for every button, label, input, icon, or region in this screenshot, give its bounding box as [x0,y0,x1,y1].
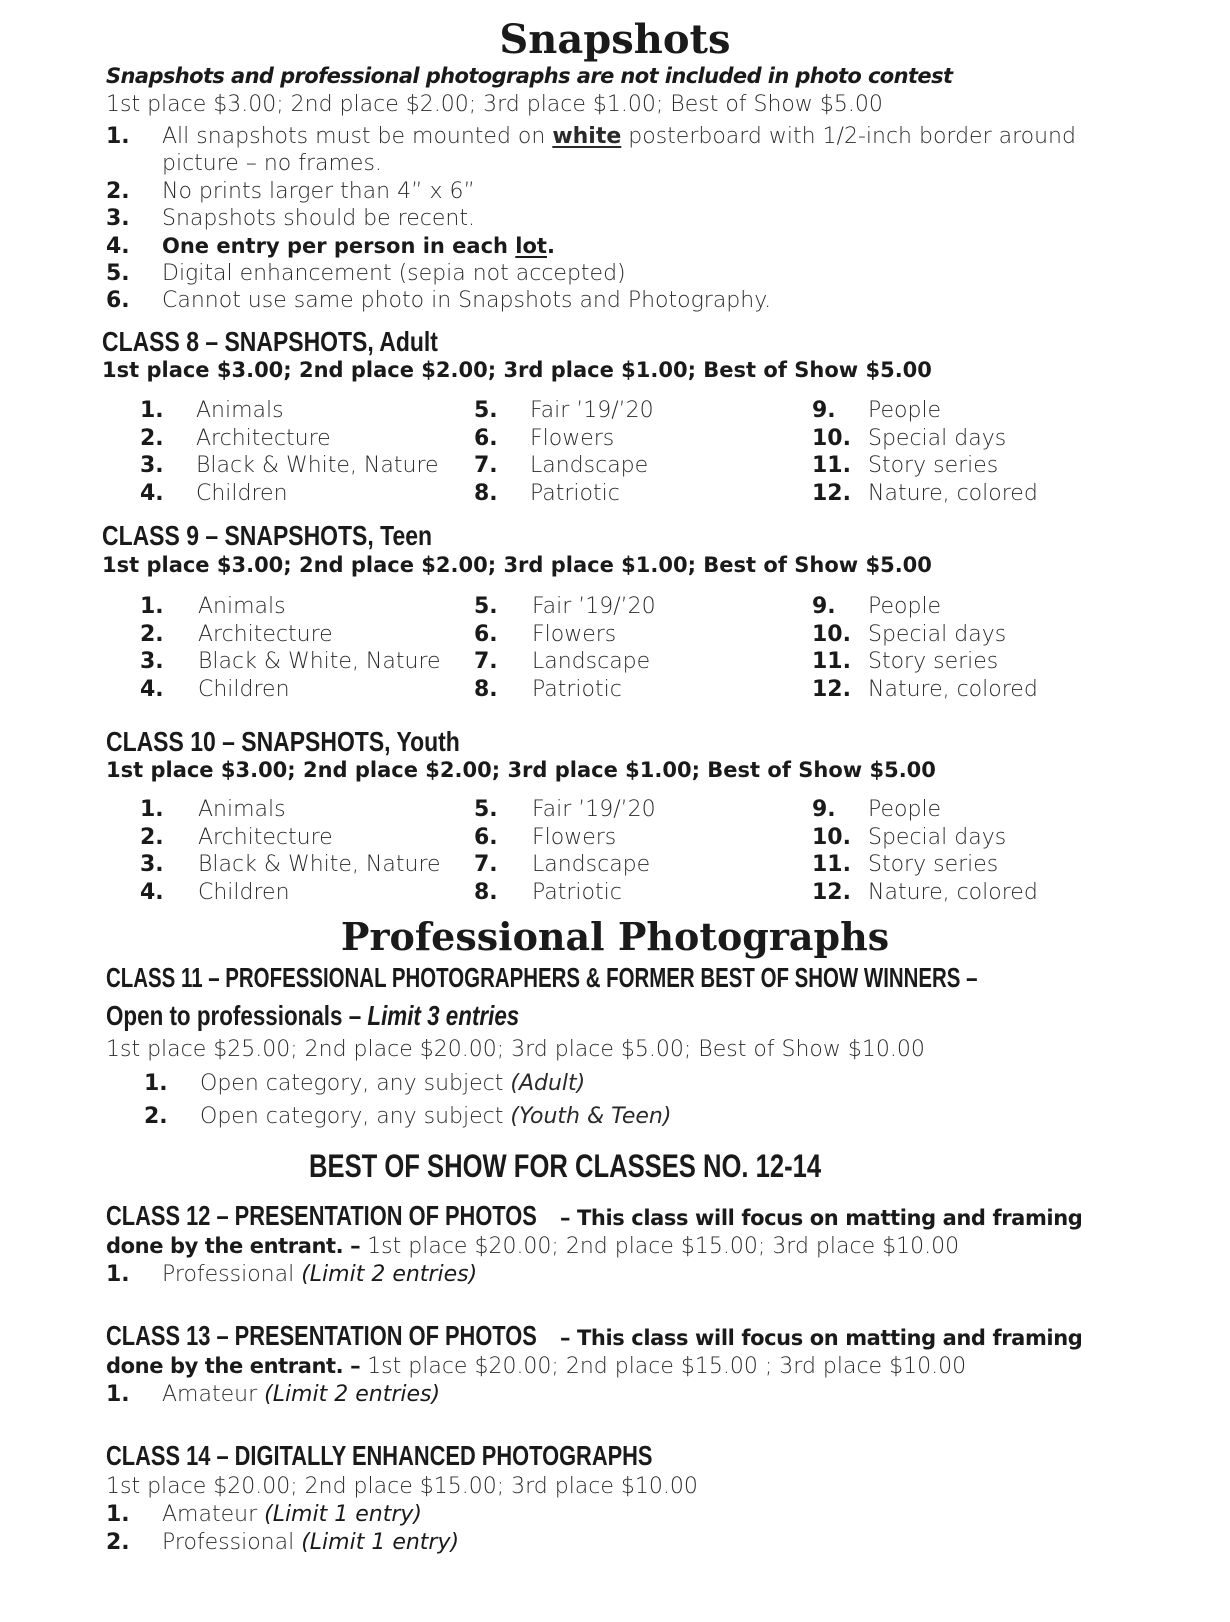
class8-item-4-label: Children [196,480,288,506]
class13-desc1: – This class will focus on matting and framing [560,1326,1083,1350]
class8-item-11-number: 11. [812,453,851,478]
rule-1-text-line2: picture – no frames. [162,151,382,176]
class8-item-8-number: 8. [474,480,498,506]
class11-heading-line1: CLASS 11 – PROFESSIONAL PHOTOGRAPHERS & FORMER BEST OF SHOW WINNERS – [106,962,978,993]
class10-item-12-number: 12. [812,879,851,905]
class9-item-6-label: Flowers [532,621,617,647]
class14-item-1-label: Amateur (Limit 1 entry) [162,1502,422,1527]
class13-line2: done by the entrant. – 1st place $20.00; 2nd place $15.00 ; 3rd place $10.00 [106,1354,967,1379]
snapshots-title: Snapshots [499,16,731,63]
class8-item-9-label: People [868,398,942,423]
class9-item-1-label: Animals [198,594,286,619]
class9-item-5-number: 5. [474,594,498,619]
class10-item-1-label: Animals [198,797,286,822]
class10-item-7-label: Landscape [532,852,651,877]
class11-item-2-label: Open category, any subject (Youth & Teen) [200,1104,672,1129]
class8-item-1-number: 1. [140,398,164,423]
class10-item-2-label: Architecture [198,824,333,850]
class9-item-5-label: Fair ’19/’20 [532,594,656,619]
class13-item-label: Amateur (Limit 2 entries) [162,1382,441,1407]
class10-item-12-label: Nature, colored [868,879,1038,905]
class9-item-4-label: Children [198,676,290,702]
class14-heading: CLASS 14 – DIGITALLY ENHANCED PHOTOGRAPHS [106,1440,653,1471]
class10-item-6-label: Flowers [532,824,617,850]
class11-heading-line2: Open to professionals – Limit 3 entries [106,1000,520,1031]
class12-item-label: Professional (Limit 2 entries) [162,1262,478,1287]
class11-prizes: 1st place $25.00; 2nd place $20.00; 3rd place $5.00; Best of Show $10.00 [106,1037,925,1062]
class10-item-6-number: 6. [474,824,498,850]
class8-item-11-label: Story series [868,453,999,478]
class8-heading: CLASS 8 – SNAPSHOTS, Adult [102,326,438,357]
class8-item-3-number: 3. [140,453,164,478]
class12-item-number: 1. [106,1262,130,1287]
class9-item-2-number: 2. [140,621,164,647]
class9-item-9-number: 9. [812,594,836,619]
class10-item-8-number: 8. [474,879,498,905]
class10-item-3-label: Black & White, Nature [198,852,441,877]
class10-item-7-number: 7. [474,852,498,877]
class8-item-10-number: 10. [812,425,851,451]
class9-item-12-label: Nature, colored [868,676,1038,702]
class10-item-1-number: 1. [140,797,164,822]
class9-item-12-number: 12. [812,676,851,702]
class10-item-3-number: 3. [140,852,164,877]
class14-item-2-number: 2. [106,1530,130,1555]
class13-heading: CLASS 13 – PRESENTATION OF PHOTOS [106,1320,537,1351]
class8-item-3-label: Black & White, Nature [196,453,439,478]
class8-item-8-label: Patriotic [530,480,620,506]
class10-item-8-label: Patriotic [532,879,622,905]
rule-4-text: One entry per person in each lot. [162,234,555,258]
class14-item-2-label: Professional (Limit 1 entry) [162,1530,460,1555]
class9-item-10-label: Special days [868,621,1007,647]
class9-item-8-label: Patriotic [532,676,622,702]
class9-item-9-label: People [868,594,942,619]
class10-item-5-label: Fair ’19/’20 [532,797,656,822]
rule-3-number: 3. [106,206,130,231]
class10-item-2-number: 2. [140,824,164,850]
rule-2-text: No prints larger than 4” x 6” [162,179,475,204]
class10-item-9-label: People [868,797,942,822]
class12-heading: CLASS 12 – PRESENTATION OF PHOTOS [106,1200,537,1231]
class8-item-4-number: 4. [140,480,164,506]
class8-item-6-number: 6. [474,425,498,451]
class9-heading: CLASS 9 – SNAPSHOTS, Teen [102,520,433,551]
class12-desc1: – This class will focus on matting and framing [560,1206,1083,1230]
class10-item-11-label: Story series [868,852,999,877]
class10-item-5-number: 5. [474,797,498,822]
class8-item-7-number: 7. [474,453,498,478]
class9-item-6-number: 6. [474,621,498,647]
class10-item-4-number: 4. [140,879,164,905]
class11-item-2-number: 2. [144,1104,168,1129]
class9-item-10-number: 10. [812,621,851,647]
professional-title: Professional Photographs [340,914,890,959]
rule-5-number: 5. [106,261,130,286]
rule-6-number: 6. [106,288,130,313]
rule-4-number: 4. [106,234,130,259]
class8-item-7-label: Landscape [530,453,649,478]
rule-1-text: All snapshots must be mounted on white posterboard with 1/2-inch border around [162,124,1076,149]
class8-item-12-number: 12. [812,480,851,506]
class9-item-11-number: 11. [812,649,851,674]
class8-item-10-label: Special days [868,425,1007,451]
class10-item-4-label: Children [198,879,290,905]
rule-3-text: Snapshots should be recent. [162,206,475,231]
rule-1-number: 1. [106,124,130,149]
rule-5-text: Digital enhancement (sepia not accepted) [162,261,626,286]
class9-item-1-number: 1. [140,594,164,619]
class10-item-9-number: 9. [812,797,836,822]
class10-heading: CLASS 10 – SNAPSHOTS, Youth [106,726,460,757]
class9-item-7-label: Landscape [532,649,651,674]
class9-item-11-label: Story series [868,649,999,674]
class11-item-1-number: 1. [144,1071,168,1096]
class9-item-8-number: 8. [474,676,498,702]
snapshots-prizes: 1st place $3.00; 2nd place $2.00; 3rd place $1.00; Best of Show $5.00 [106,92,883,117]
class13-item-number: 1. [106,1382,130,1407]
class8-item-2-number: 2. [140,425,164,451]
class10-item-10-label: Special days [868,824,1007,850]
class8-item-5-number: 5. [474,398,498,423]
class9-item-2-label: Architecture [198,621,333,647]
class9-item-4-number: 4. [140,676,164,702]
rule-6-text: Cannot use same photo in Snapshots and Photography. [162,288,772,313]
class8-item-5-label: Fair ’19/’20 [530,398,654,423]
snapshots-subtitle: Snapshots and professional photographs are not included in photo contest [106,64,953,88]
class8-item-9-number: 9. [812,398,836,423]
class14-prizes: 1st place $20.00; 2nd place $15.00; 3rd place $10.00 [106,1474,698,1499]
class9-prizes: 1st place $3.00; 2nd place $2.00; 3rd place $1.00; Best of Show $5.00 [102,553,932,577]
class14-item-1-number: 1. [106,1502,130,1527]
class10-prizes: 1st place $3.00; 2nd place $2.00; 3rd place $1.00; Best of Show $5.00 [106,758,936,782]
class8-item-2-label: Architecture [196,425,331,451]
class8-item-1-label: Animals [196,398,284,423]
class11-item-1-label: Open category, any subject (Adult) [200,1071,586,1096]
class10-item-11-number: 11. [812,852,851,877]
rule-2-number: 2. [106,179,130,204]
class9-item-7-number: 7. [474,649,498,674]
best-of-show-heading: BEST OF SHOW FOR CLASSES NO. 12-14 [309,1148,822,1184]
class12-line2: done by the entrant. – 1st place $20.00; 2nd place $15.00; 3rd place $10.00 [106,1234,960,1259]
class10-item-10-number: 10. [812,824,851,850]
class9-item-3-number: 3. [140,649,164,674]
class9-item-3-label: Black & White, Nature [198,649,441,674]
class8-item-6-label: Flowers [530,425,615,451]
class8-prizes: 1st place $3.00; 2nd place $2.00; 3rd place $1.00; Best of Show $5.00 [102,358,932,382]
class8-item-12-label: Nature, colored [868,480,1038,506]
